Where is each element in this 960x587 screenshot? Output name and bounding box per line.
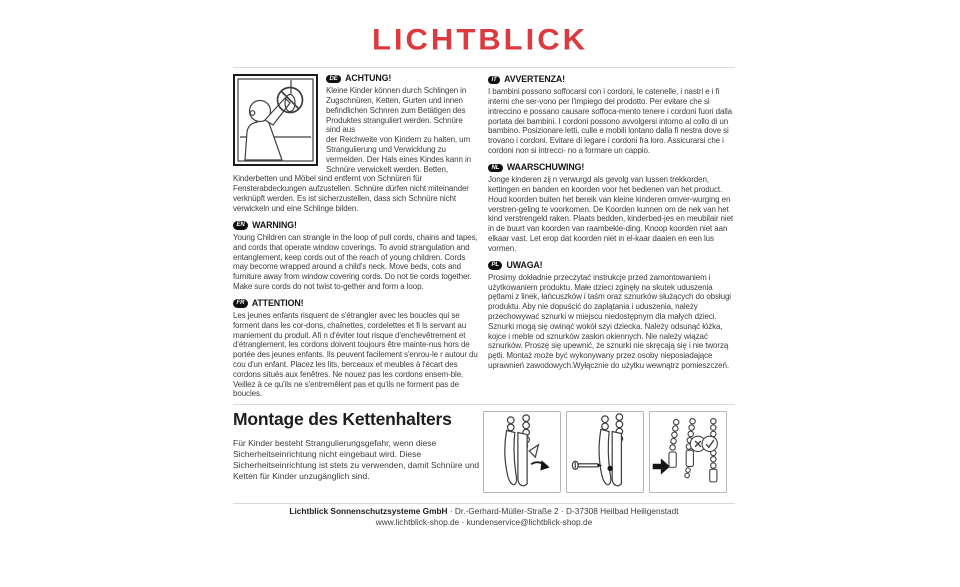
section-warning-en xyxy=(233,221,479,292)
language-badge-fr: FR xyxy=(233,299,248,308)
section-title-fr: ATTENTION! xyxy=(251,297,304,308)
section-title-en: WARNING! xyxy=(252,219,297,230)
section-body-pl: Prosimy dokładnie przeczytać instrukcje przed zamontowaniem i użytkowaniem produktu. Małe dzieci zginęły na skutek uduszenia pętlami z linek, łańcuszków i taśm oraz sznurków służących do obsługi produktu. Aby nie dopuścić do zaplątania i uduszenia, należy przechowywać sznurki w miejscu niedostępnym dla małych dzieci. Sznurki mogą się owinąć wokół szyi dziecka. Należy odsunąć łóżka, kojce i meble od sznurków zasłon okiennych. Nie należy wiązać sznurków. Proszę się upewnić, że sznurki nie skręcają się i nie tworzą pętli. Montaż może być wykonywany przez osoby nieposiadające uprawnień zawodowych.Wyłącznie do użytku wewnątrz pomieszczeń. xyxy=(488,272,731,371)
section-heading-fr xyxy=(233,299,479,309)
chain-holder-rotate-diagram-icon xyxy=(483,411,561,493)
language-badge-en: EN xyxy=(233,221,248,230)
footer-address-line xyxy=(233,506,735,517)
divider-middle xyxy=(233,404,735,405)
section-heading-de xyxy=(326,74,479,84)
montage-body: Für Kinder besteht Strangulierungsgefahr, wenn diese Sicherheitseinrichtung nicht eingebaut wird. Diese Sicherheitseinrichtung ist stets zu verwenden, damit Schnüre und Ketten für Kinder unzugänglich sind. xyxy=(233,438,480,481)
section-body-fr: Les jeunes enfants risquent de s'étrangler avec les boucles qui se forment dans les cor-dons, chaînettes, cordelettes et fi ls servant au maniement du produit. Afi n d'éviter tout risque d'enchevêtrement et d'étranglement, les cordons doivent toujours être mainte-nus hors de portée des jeunes enfants. Ils peuvent facilement s'enrou-le r autour du cou d'un enfant. Placez les lits, berceaux et meubles à l'écart des cordons situés aux fenêtres. Ne nouez pas les cordons ensem-ble. Veillez à ce qu'ils ne s'entremêlent pas et qu'ils ne forment pas de boucles. xyxy=(233,311,478,399)
language-badge-it: IT xyxy=(488,76,500,85)
section-warning-nl xyxy=(488,163,735,254)
footer xyxy=(233,506,735,528)
section-warning-pl xyxy=(488,261,735,371)
section-title-de: ACHTUNG! xyxy=(345,73,392,83)
section-heading-pl xyxy=(488,261,735,271)
footer-company: Lichtblick Sonnenschutzsysteme GmbH xyxy=(289,506,448,516)
chain-holder-screw-diagram-icon xyxy=(566,411,644,493)
child-cord-no-loop-warning-icon xyxy=(233,74,318,166)
section-body-de-part1: Kleine Kinder können durch Schlingen in Zugschnüren, Ketten, Gurten und innen befindlichen Schnren zum Betätigen des Produktes stranguliert werden. Schnüre sind aus xyxy=(326,86,467,135)
divider-bottom xyxy=(233,503,735,504)
section-title-pl: UWAGA! xyxy=(506,259,543,270)
column-right xyxy=(488,75,735,378)
footer-contact-line: www.lichtblick-shop.de · kundenservice@lichtblick-shop.de xyxy=(375,517,593,527)
language-badge-pl: PL xyxy=(488,261,502,270)
section-body-nl: Jonge kinderen zij n verwurgd als gevolg van lussen trekkorden, kettingen en banden en koorden voor het bedienen van het product. Houd koorden buiten het bereik van kleine kinderen omver-wurging en verstren-geling te voorkomen. De Koorden kunnen om de nek van het kind verstrengeld raken. Plaats bedden, kinderbed-jes en meubilair niet in de buurt van koorden van raambekle-ding. Knoop koorden niet aan elkaar vast. Let erop dat koorden niet in el-kaar daaien en een lus vormen. xyxy=(488,175,734,253)
section-body-it: I bambini possono soffocarsi con i cordoni, le catenelle, i nastri e i fi interni che ser-vono per l'impiego del prodotto. Per evitare che si intreccino e possano causare soffoca-mento tenere i cordoni fuori dalla portata dei bambini. I cordoni possono avvolgersi intorno al collo di un bambino. Posizionare letti, culle e mobili lontano dalla fi nestra dove si trovano i cordoni. Evitare di legare i cordoni fra loro. Assicurarsi che i cordoni non si intrecci- no a formare un cappio. xyxy=(488,87,733,156)
section-body-en: Young Children can strangle in the loop of pull cords, chains and tapes, and cords that operate window coverings. To avoid strangulation and entanglement, keep cords out of the reach of young children. Cords may become wrapped around a child's neck. Move beds, cots and furniture away from window covering cords. Do not tie cords together. Make sure cords do not twist to-gether and form a loop. xyxy=(233,232,478,291)
section-warning-fr xyxy=(233,299,479,399)
divider-top xyxy=(233,67,735,68)
section-heading-it xyxy=(488,75,735,85)
language-badge-nl: NL xyxy=(488,164,503,173)
section-title-nl: WAARSCHUWING! xyxy=(506,161,585,172)
section-title-it: AVVERTENZA! xyxy=(504,74,565,84)
section-heading-en xyxy=(233,221,479,231)
section-heading-nl xyxy=(488,163,735,173)
footer-address: · Dr.-Gerhard-Müller-Straße 2 · D-37308 Heilbad Heiligenstadt xyxy=(447,506,679,516)
section-body-de-part2: der Reichweite von Kindern zu halten, um Strangulierung und Verwicklung zu vermeiden. Der Hals eines Kindes kann in Schnüre verwickelt werden. Betten, Kinderbetten und Möbel sind entfernt von Schnüren für Fensterabdeckungen aufzustellen. Schnüre dürfen nicht miteinander verknüpft werden. Es ist sicherzustellen, dass sich Schnüre nicht verwickeln und eine Schlinge bilden. xyxy=(233,135,471,213)
section-warning-it xyxy=(488,75,735,156)
chain-wrong-right-diagram-icon xyxy=(649,411,727,493)
column-left xyxy=(233,74,479,406)
language-badge-de: DE xyxy=(326,75,341,84)
montage-diagrams xyxy=(483,411,727,493)
montage-title: Montage des Kettenhalters xyxy=(233,409,452,429)
lichtblick-logo: LICHTBLICK xyxy=(372,22,588,57)
